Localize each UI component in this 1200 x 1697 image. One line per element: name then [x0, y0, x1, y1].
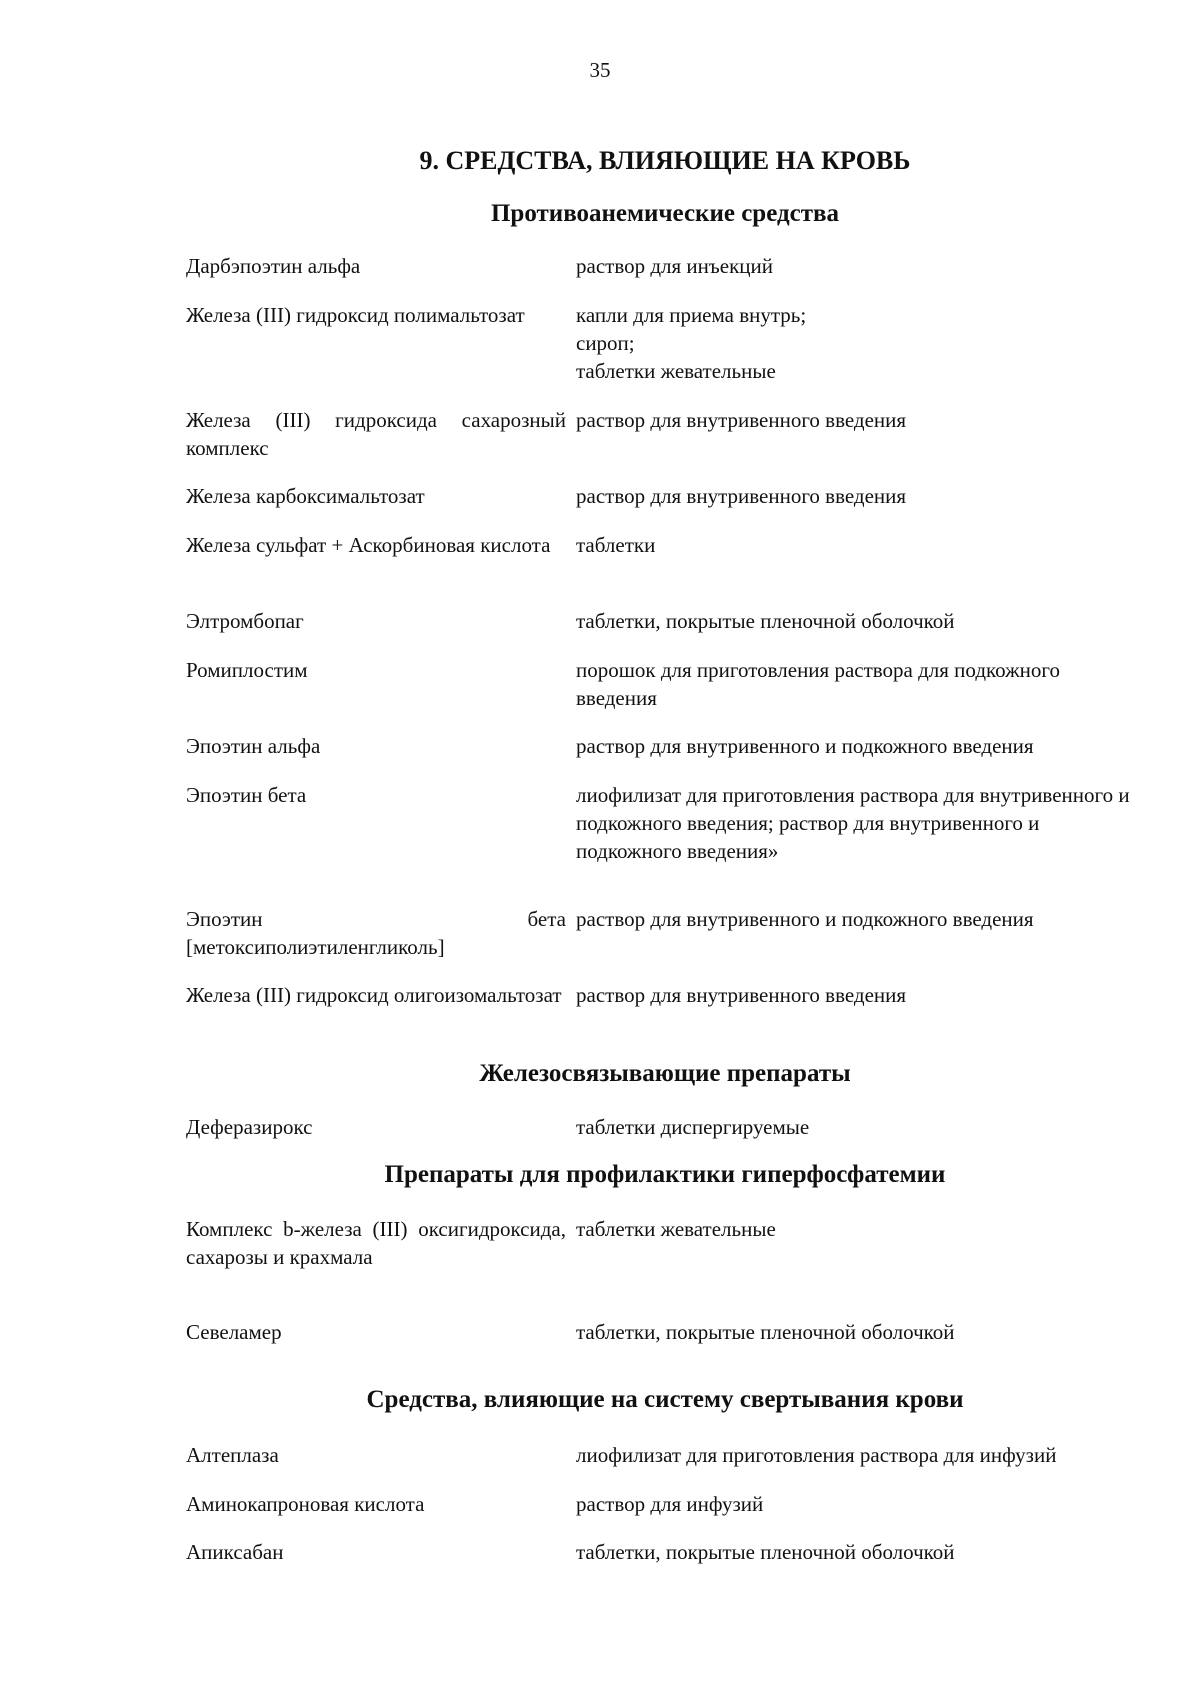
drug-name: Элтромбопаг: [186, 609, 304, 633]
drug-form: раствор для внутривенного введения: [576, 484, 907, 508]
drug-form: таблетки жевательные: [576, 1217, 776, 1241]
drug-form: раствор для внутривенного и подкожного введения: [576, 907, 1034, 931]
drug-form: раствор для внутривенного и подкожного введения: [576, 734, 1034, 758]
drug-name: Железа карбоксимальтозат: [186, 484, 425, 508]
drug-name: Севеламер: [186, 1320, 282, 1344]
drug-form: капли для приема внутрь;: [576, 303, 807, 327]
drug-form: таблетки: [576, 533, 656, 557]
drug-form: таблетки, покрытые пленочной оболочкой: [576, 609, 955, 633]
drug-name: Алтеплаза: [186, 1443, 279, 1467]
drug-form: порошок для приготовления раствора для подкожного введения: [576, 658, 1060, 710]
drug-name: Эпоэтин альфа: [186, 734, 321, 758]
drug-name: Железа (III) гидроксида сахарозный комплекс: [186, 408, 566, 460]
drug-name: Ромиплостим: [186, 658, 308, 682]
page-number: 35: [589, 58, 611, 82]
drug-form: таблетки, покрытые пленочной оболочкой: [576, 1540, 955, 1564]
drug-form: раствор для внутривенного введения: [576, 983, 907, 1007]
drug-form: раствор для внутривенного введения: [576, 408, 907, 432]
drug-name: Железа (III) гидроксид олигоизомальтозат: [186, 983, 562, 1007]
drug-name: Эпоэтин бета: [186, 783, 307, 807]
drug-name: Комплекс b-железа (III) оксигидроксида, сахарозы и крахмала: [186, 1217, 566, 1269]
section-title-coagulation: Средства, влияющие на систему свертывания крови: [366, 1386, 964, 1413]
drug-name: Железа (III) гидроксид полимальтозат: [186, 303, 525, 327]
drug-form: сироп;: [576, 331, 635, 355]
drug-form: таблетки жевательные: [576, 359, 776, 383]
section-title-antianemic: Противоанемические средства: [490, 200, 839, 227]
drug-form: таблетки, покрытые пленочной оболочкой: [576, 1320, 955, 1344]
section-title-hyperphosphatemia: Препараты для профилактики гиперфосфатемии: [384, 1161, 946, 1188]
drug-form: лиофилизат для приготовления раствора для внутривенного и подкожного введения; раствор для внутривенного и подкожного введения»: [576, 783, 1130, 863]
drug-name: Апиксабан: [186, 1540, 284, 1564]
drug-form: лиофилизат для приготовления раствора для инфузий: [576, 1443, 1057, 1467]
drug-form: раствор для инфузий: [576, 1492, 764, 1516]
drug-form: таблетки диспергируемые: [576, 1115, 810, 1139]
drug-name: Эпоэтин бета [метоксиполиэтиленгликоль]: [186, 907, 566, 959]
drug-name: Деферазирокс: [186, 1115, 313, 1139]
drug-forms: [576, 301, 1146, 385]
drug-form: раствор для инъекций: [576, 254, 773, 278]
chapter-title: 9. СРЕДСТВА, ВЛИЯЮЩИЕ НА КРОВЬ: [419, 146, 911, 175]
drug-name: Аминокапроновая кислота: [186, 1492, 425, 1516]
section-title-iron-chelators: Железосвязывающие препараты: [479, 1060, 851, 1087]
drug-name: Дарбэпоэтин альфа: [186, 254, 361, 278]
drug-name: Железа сульфат + Аскорбиновая кислота: [186, 533, 551, 557]
